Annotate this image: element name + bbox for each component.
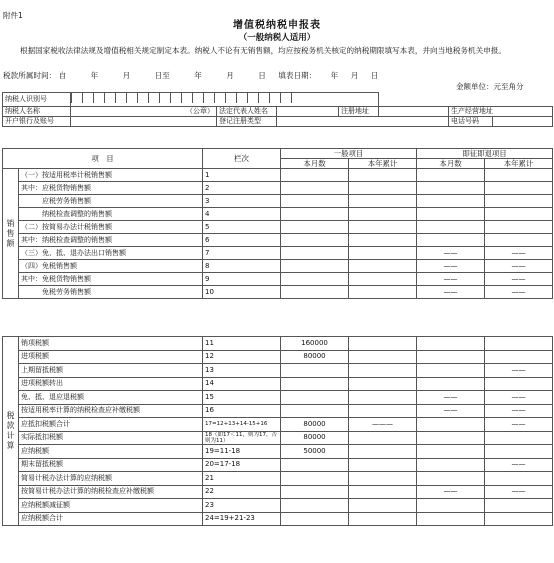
tax-immediate-year[interactable]: ——	[485, 458, 553, 472]
tax-general-month[interactable]	[281, 512, 349, 526]
tax-general-year[interactable]	[349, 485, 417, 499]
tax-immediate-year[interactable]	[485, 350, 553, 364]
tax-general-year[interactable]	[349, 377, 417, 391]
table-row	[3, 445, 553, 459]
tax-general-month[interactable]	[281, 499, 349, 513]
tax-general-month[interactable]	[281, 377, 349, 391]
tax-row-label: 应纳税额减征额	[19, 499, 203, 513]
tax-immediate-year[interactable]	[485, 431, 553, 445]
tax-row-column: 18（如17＜11，则为17，否则为11）	[203, 431, 281, 445]
tax-general-month[interactable]: 160000	[281, 337, 349, 351]
sales-general-month[interactable]	[281, 247, 349, 260]
period-line	[3, 70, 553, 81]
tax-general-month[interactable]	[281, 472, 349, 486]
sales-general-month[interactable]	[281, 286, 349, 299]
tax-general-year[interactable]	[349, 364, 417, 378]
sales-row-label: 其中：免税货物销售额	[19, 273, 203, 286]
tax-immediate-year[interactable]	[485, 512, 553, 526]
sales-immediate-month[interactable]: ——	[417, 273, 485, 286]
tax-row-column: 24=19+21-23	[203, 512, 281, 526]
tax-immediate-month[interactable]: ——	[417, 404, 485, 418]
tax-general-month[interactable]	[281, 458, 349, 472]
header-column: 栏次	[203, 149, 281, 169]
tax-row-column: 16	[203, 404, 281, 418]
sales-row-label: （二）按简易办法计税销售额	[19, 221, 203, 234]
tax-row-column: 12	[203, 350, 281, 364]
tax-immediate-year[interactable]	[485, 499, 553, 513]
header-immediate-year: 本年累计	[485, 159, 553, 169]
tax-general-year[interactable]	[349, 445, 417, 459]
table-row	[3, 431, 553, 445]
tax-row-column: 14	[203, 377, 281, 391]
sales-general-year[interactable]	[349, 182, 417, 195]
tax-immediate-year[interactable]	[485, 337, 553, 351]
tax-general-year[interactable]	[349, 337, 417, 351]
taxpayer-id-boxes[interactable]	[71, 93, 379, 107]
tax-row-label: 应纳税额合计	[19, 512, 203, 526]
reg-type-field[interactable]	[277, 117, 449, 127]
tax-general-year[interactable]: ———	[349, 418, 417, 432]
period-month2: 月	[226, 71, 234, 80]
tax-general-month[interactable]	[281, 485, 349, 499]
sales-immediate-year[interactable]	[485, 221, 553, 234]
fill-year: 年	[330, 71, 339, 80]
sales-row-label: （一）按适用税率计税销售额	[19, 169, 203, 182]
sales-general-month[interactable]	[281, 169, 349, 182]
table-row	[3, 350, 553, 364]
sales-row-label: （三）免、抵、退办法出口销售额	[19, 247, 203, 260]
tax-immediate-month[interactable]	[417, 364, 485, 378]
tax-general-month[interactable]: 50000	[281, 445, 349, 459]
sales-immediate-year[interactable]	[485, 169, 553, 182]
tax-general-year[interactable]	[349, 404, 417, 418]
table-row	[3, 208, 553, 221]
tax-row-column: 20=17-18	[203, 458, 281, 472]
tax-calc-table	[2, 336, 553, 526]
table-row	[3, 377, 553, 391]
sales-immediate-year[interactable]: ——	[485, 260, 553, 273]
tax-immediate-year[interactable]: ——	[485, 404, 553, 418]
table-row	[3, 260, 553, 273]
sales-row-column: 5	[203, 221, 281, 234]
reg-address-label: 注册地址	[339, 107, 379, 117]
table-row	[3, 512, 553, 526]
tax-general-year[interactable]	[349, 431, 417, 445]
sales-general-year[interactable]	[349, 208, 417, 221]
header-general-month: 本月数	[281, 159, 349, 169]
sales-immediate-month[interactable]	[417, 221, 485, 234]
period-day1: 日至	[154, 71, 170, 80]
tax-immediate-month[interactable]	[417, 350, 485, 364]
period-year1: 年	[90, 71, 99, 80]
table-row	[3, 169, 553, 182]
sales-row-column: 8	[203, 260, 281, 273]
fill-date-label: 填表日期：	[278, 71, 317, 80]
tax-row-column: 19=11-18	[203, 445, 281, 459]
intro-text: 根据国家税收法律法规及增值税相关规定制定本表。纳税人不论有无销售额，均应按税务机关核定的纳税期限填写本表，并向当地税务机关申报。	[20, 46, 506, 55]
sales-row-column: 3	[203, 195, 281, 208]
tax-row-column: 13	[203, 364, 281, 378]
table-row	[3, 499, 553, 513]
tax-row-column: 22	[203, 485, 281, 499]
sales-section-label: 销售额	[3, 169, 19, 299]
tax-immediate-month[interactable]	[417, 472, 485, 486]
sales-row-label: 纳税检查调整的销售额	[19, 208, 203, 221]
amount-unit: 金额单位：元至角分	[456, 82, 524, 91]
tax-immediate-month[interactable]	[417, 337, 485, 351]
attachment-label: 附件1	[3, 11, 23, 20]
header-immediate-month: 本月数	[417, 159, 485, 169]
sales-immediate-month[interactable]: ——	[417, 247, 485, 260]
taxpayer-name-label: 纳税人名称	[3, 107, 71, 117]
header-item: 项 目	[3, 149, 203, 169]
page-subtitle: （一般纳税人适用）	[238, 33, 316, 43]
tax-general-year[interactable]	[349, 512, 417, 526]
table-row	[3, 273, 553, 286]
sales-general-month[interactable]	[281, 221, 349, 234]
sales-row-label: 免税劳务销售额	[19, 286, 203, 299]
tax-immediate-year[interactable]	[485, 377, 553, 391]
tax-immediate-year[interactable]: ——	[485, 418, 553, 432]
sales-immediate-year[interactable]	[485, 234, 553, 247]
sales-immediate-year[interactable]	[485, 182, 553, 195]
table-row	[3, 286, 553, 299]
tax-row-column: 21	[203, 472, 281, 486]
tax-row-column: 17=12+13+14-15+16	[203, 418, 281, 432]
tax-row-label: 简易计税办法计算的应纳税额	[19, 472, 203, 486]
sales-immediate-month[interactable]	[417, 234, 485, 247]
period-year2: 年	[194, 71, 202, 80]
tax-general-month[interactable]	[281, 364, 349, 378]
sales-row-column: 10	[203, 286, 281, 299]
declaration-table	[2, 148, 553, 299]
tax-immediate-month[interactable]	[417, 418, 485, 432]
tax-general-month[interactable]	[281, 391, 349, 405]
table-row	[3, 182, 553, 195]
sales-row-column: 9	[203, 273, 281, 286]
table-row	[3, 247, 553, 260]
table-row	[3, 221, 553, 234]
tax-immediate-month[interactable]	[417, 431, 485, 445]
legal-rep-label: 法定代表人姓名	[217, 107, 277, 117]
sales-general-year[interactable]	[349, 195, 417, 208]
tax-row-label: 按简易计税办法计算的纳税检查应补缴税额	[19, 485, 203, 499]
tax-general-month[interactable]: 80000	[281, 418, 349, 432]
header-general: 一般项目	[281, 149, 417, 159]
sales-general-year[interactable]	[349, 247, 417, 260]
sales-general-month[interactable]	[281, 182, 349, 195]
table-row	[3, 418, 553, 432]
tax-row-label: 应抵扣税额合计	[19, 418, 203, 432]
tax-row-column: 11	[203, 337, 281, 351]
table-row	[3, 485, 553, 499]
period-day2: 日	[258, 71, 266, 80]
sales-general-month[interactable]	[281, 208, 349, 221]
sales-general-year[interactable]	[349, 286, 417, 299]
tax-immediate-year[interactable]	[485, 445, 553, 459]
sales-general-month[interactable]	[281, 195, 349, 208]
sales-immediate-year[interactable]: ——	[485, 247, 553, 260]
tax-general-year[interactable]	[349, 391, 417, 405]
tax-row-column: 15	[203, 391, 281, 405]
table-row	[3, 337, 553, 351]
tax-general-year[interactable]	[349, 350, 417, 364]
sales-row-label: 应税劳务销售额	[19, 195, 203, 208]
tax-immediate-month[interactable]	[417, 512, 485, 526]
reg-address-field[interactable]	[379, 107, 449, 117]
sales-row-label: 其中：应税货物销售额	[19, 182, 203, 195]
period-month1: 月	[122, 71, 131, 80]
sales-row-label: 其中：纳税检查调整的销售额	[19, 234, 203, 247]
table-row	[3, 458, 553, 472]
table-row	[3, 472, 553, 486]
table-row	[3, 195, 553, 208]
header-immediate: 即征即退项目	[417, 149, 553, 159]
legal-rep-field[interactable]	[277, 107, 339, 117]
taxpayer-info-table	[2, 92, 553, 127]
tax-immediate-month[interactable]	[417, 499, 485, 513]
sales-general-month[interactable]	[281, 273, 349, 286]
tax-immediate-month[interactable]	[417, 445, 485, 459]
sales-immediate-month[interactable]: ——	[417, 286, 485, 299]
seal-label: （公章）	[71, 107, 217, 117]
tax-row-label: 销项税额	[19, 337, 203, 351]
table-row	[3, 234, 553, 247]
sales-general-month[interactable]	[281, 260, 349, 273]
fill-day: 日	[370, 71, 379, 80]
phone-field[interactable]	[493, 117, 553, 127]
sales-row-column: 4	[203, 208, 281, 221]
bank-account-label: 开户银行及账号	[3, 117, 71, 127]
biz-address-label: 生产经营地址	[449, 107, 553, 117]
sales-row-column: 1	[203, 169, 281, 182]
tax-general-month[interactable]	[281, 404, 349, 418]
tax-general-month[interactable]: 80000	[281, 431, 349, 445]
tax-general-year[interactable]	[349, 472, 417, 486]
tax-row-label: 进项税额转出	[19, 377, 203, 391]
sales-general-year[interactable]	[349, 221, 417, 234]
sales-general-month[interactable]	[281, 234, 349, 247]
period-from: 自	[58, 71, 67, 80]
sales-immediate-year[interactable]: ——	[485, 286, 553, 299]
tax-general-year[interactable]	[349, 499, 417, 513]
page-title: 增值税纳税申报表	[233, 20, 321, 31]
table-row	[3, 404, 553, 418]
tax-immediate-month[interactable]: ——	[417, 391, 485, 405]
sales-general-year[interactable]	[349, 169, 417, 182]
tax-row-label: 上期留抵税额	[19, 364, 203, 378]
tax-general-year[interactable]	[349, 458, 417, 472]
tax-immediate-year[interactable]: ——	[485, 391, 553, 405]
sales-immediate-year[interactable]: ——	[485, 273, 553, 286]
tax-row-label: 应纳税额	[19, 445, 203, 459]
tax-immediate-month[interactable]	[417, 377, 485, 391]
sales-general-year[interactable]	[349, 260, 417, 273]
tax-immediate-year[interactable]	[485, 472, 553, 486]
tax-immediate-year[interactable]: ——	[485, 364, 553, 378]
bank-account-field[interactable]	[71, 117, 217, 127]
fill-month: 月	[350, 71, 359, 80]
tax-immediate-month[interactable]	[417, 458, 485, 472]
sales-immediate-month[interactable]	[417, 208, 485, 221]
sales-general-year[interactable]	[349, 273, 417, 286]
table-row	[3, 364, 553, 378]
sales-row-column: 2	[203, 182, 281, 195]
header-general-year: 本年累计	[349, 159, 417, 169]
tax-row-label: 进项税额	[19, 350, 203, 364]
sales-immediate-month[interactable]	[417, 169, 485, 182]
sales-row-label: （四）免税销售额	[19, 260, 203, 273]
tax-section-label: 税款计算	[3, 337, 19, 526]
tax-row-label: 按适用税率计算的纳税检查应补缴税额	[19, 404, 203, 418]
table-row	[3, 391, 553, 405]
tax-immediate-month[interactable]: ——	[417, 485, 485, 499]
taxpayer-id-label: 纳税人识别号	[3, 93, 71, 107]
sales-immediate-month[interactable]	[417, 195, 485, 208]
sales-immediate-month[interactable]: ——	[417, 260, 485, 273]
tax-row-label: 期末留抵税额	[19, 458, 203, 472]
tax-row-label: 免、抵、退应退税额	[19, 391, 203, 405]
sales-immediate-year[interactable]	[485, 208, 553, 221]
period-label: 税款所属时间：	[3, 71, 57, 80]
sales-row-column: 7	[203, 247, 281, 260]
reg-type-label: 登记注册类型	[217, 117, 277, 127]
sales-immediate-year[interactable]	[485, 195, 553, 208]
phone-label: 电话号码	[449, 117, 493, 127]
sales-row-column: 6	[203, 234, 281, 247]
tax-general-month[interactable]: 80000	[281, 350, 349, 364]
tax-row-column: 23	[203, 499, 281, 513]
tax-immediate-year[interactable]: ——	[485, 485, 553, 499]
tax-row-label: 实际抵扣税额	[19, 431, 203, 445]
sales-immediate-month[interactable]	[417, 182, 485, 195]
sales-general-year[interactable]	[349, 234, 417, 247]
